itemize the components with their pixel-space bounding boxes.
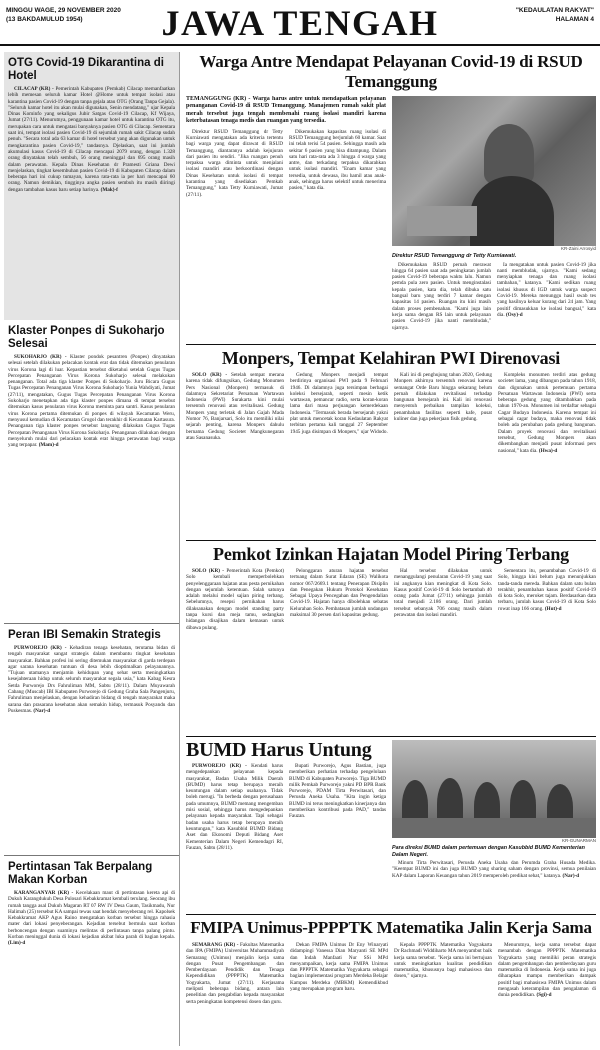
- divider: [186, 540, 596, 541]
- dateline: SOLO (KR) -: [192, 372, 228, 378]
- article-sign: (Hwa)-d: [538, 447, 558, 454]
- page-number: HALAMAN 4: [555, 16, 594, 23]
- article-headline: OTG Covid-19 Dikarantina di Hotel: [8, 57, 164, 82]
- article-sign: (Mam)-d: [38, 442, 59, 449]
- divider: [186, 344, 596, 345]
- article-body: SEMARANG (KR) - Fakultas Matematika dan IPA (FMIPA) Universitas Muhammadiyah Semarang (Unimus) menjalin kerja sama dengan Pusat Pengembangan dan Pemberdayaan Pendidik dan Tenaga Kependidikan (PPPPTK) Matematika Yogyakarta, Jumat (27/11). Kerjasama meliputi beberapa bidang, antara lain penelitian dan pengabdian kepada masyarakat serta peningkatan kompetensi dosen dan guru.: [186, 942, 285, 1005]
- dateline: SEMARANG (KR) -: [192, 942, 239, 948]
- article-sign: (Osy)-d: [505, 311, 523, 318]
- article-body: Minum Tirta Perwitasari, Perusda Aneka Usaha dan Perumda Graha Husada Medika. "Keempat BUMD ini dan juga BUMD yang sharing saham dengan provinsi, semua penilaian KAP dalam Laporan Keuangan tahun 2019 memperoleh predikat sehat," katanya. (Nar)-d: [392, 860, 596, 879]
- article-body: Hal tersebut dilakukan untuk menanggulangi penularan Covid-19 yang saat ini angkanya kian meningkat di Kota Solo. Kasus positif Covid-19 di Solo bertambah 40 orang pada Jumat (27/11) sehingga jumlah total menjadi 2.186 orang. Dari jumlah tersebut sebanyak 706 orang masih dalam perawatan dan isolasi mandiri.: [394, 568, 492, 619]
- article-fmipa: [186, 918, 596, 1046]
- photo-hospital-director: [392, 96, 596, 246]
- dateline: CILACAP (KR) -: [14, 86, 54, 92]
- dateline: PURWOREJO (KR) -: [14, 645, 67, 651]
- article-body: SOLO (KR) - Setelah sempat merana karena tidak difungsikan, Gedung Monumen Pers Nasional (Monpers) termasuk di dalamnya Sekretariat Persatuan Wartawan Indonesia (PWI) Surakarta kini mulai tersentuh renovasi atau revitalisasi. Gedung Monpers yang terletak di Jalan Gajah Mada Nomor 76, Banjarsari, Solo itu memiliki nilai sejarah penting, karena Monpers dahulu bernama Gedung Societet Mangkunegaran atau Sasanasuka.: [186, 372, 284, 441]
- article-piring-terbang: [186, 544, 596, 734]
- article-body: PURWOREJO (KR) - Kendati harus mengedepankan pelayanan kepada masyarakat, Badan Usaha Milik Daerah (BUMD) harus tetap berupaya meraih keuntungan dalam setiap usahanya. Tidak boleh merugi. "In berbeda dengan perusahaan pada umumnya, BUMD memang mengemban misi sosial, sehingga harus mengedepankan pelayanan kepada masyarakat. Tapi sebagai badan usaha harus tetap berupaya meraih keuntungan," kata Kasubbid BUMD Bidang Aset dan Ekonomi Deputi Bidang Aset Kementerian Dalam Negeri Kemendagri RI, Fauzan, Sabtu (28/11).: [186, 763, 284, 851]
- masthead: [0, 0, 600, 46]
- article-headline: Warga Antre Mendapat Pelayanan Covid-19 di RSUD Temanggung: [199, 52, 583, 91]
- article-headline: Monpers, Tempat Kelahiran PWI Direnovasi: [221, 348, 561, 368]
- article-body: Kompleks monumen terdiri atas gedung societet lama, yang dibangun pada tahun 1918, dan digunakan untuk pertemuan pertama Persatuan Wartawan Indonesia (PWI) serta beberapa gedung yang ditambahkan pada tahun 1970-an. Monumen ini terdaftar sebagai Cagar Budaya Indonesia. Karena tempat ini sebagai cagar budaya, maka renovasi tidak boleh ada perubahan pada gedung bangunan. Dalam proyek renovasi dan revitalisasi tersebut, Gedung Monpers akan dikembangkan menjadi pusat informasi pers nasional," kata dia. (Hwa)-d: [498, 372, 596, 454]
- dateline: PURWOREJO (KR) -: [192, 763, 247, 769]
- article-headline: Pemkot Izinkan Hajatan Model Piring Terbang: [213, 544, 569, 564]
- article-body: Pelonggaran aturan hajatan tersebut tertuang dalam Surat Edaran (SE) Walikota nomor 067/2669.1 tentang Penerapan Disiplin dan Penegakan Hukum Protokol Kesehatan Sebagai Upaya Pencegahan dan Pengendalian Covid-19. Hajatan hanya dibolehkan sebatas Kelurahan Solo. Pembatasan jumlah undangan maksimal 30 persen dari kapasitas gedung.: [290, 568, 388, 619]
- article-rsud-temanggung: [186, 52, 596, 342]
- divider: [186, 736, 596, 737]
- article-body: Dikemukakan kapasitas ruang isolasi di RSUD Temanggung berjumlah 60 kamar. Saat ini telah terisi 54 pasien. Sehingga masih ada sekitar 6 pasien yang bisa ditampung. Dalam satu hari rata-rata ada 3 hingga 4 warga yang antre, dan terkadang terpaksa dikarahkan untuk isolasi mandiri. "Enam kamar yang tersedia, untuk dewasa, ibu hamil atau anak-anak, sehingga harus selektif untuk menerima pasien," kata dia.: [289, 128, 386, 192]
- article-body: Dikemukakan RSUD pernah merawat hingga 64 pasien saat ada peningkatan jumlah pasien Covid-19 beberapa waktu lalu. Namun pemda pula zero pasien. Untuk menginstalasi kepala pasien, kata dia, telah dibuka satu bangsal baru yang terdiri 7 kamar dengan kapasitas 14 pasien. Ruangan itu kini masih dalam proses pembenahan. "Kami juga lain kerja sama dengan RS lain untuk pelayanan pasien Covid-19 jika nanti membludak," ujarnya.: [392, 261, 491, 331]
- article-bumd: [186, 740, 596, 912]
- article-body: SUKOHARJO (KR) - Klaster pondok pesantren (Ponpes) dinyatakan selesai setelah dilakukan pelacakan kontak erat dan tidak ditemukan penularan virus Korona lagi di luar. Kepastian tersebut diketahui setelah Gugus Tugas Percepatan Penanganan Virus Korona Sukoharjo selesai melakukan penanganan. Total ada tiga klaster Ponpes di Sukoharjo. Juru Bicara Gugus Tugas Percepatan Penanganan Virus Korona Sukoharjo Yunia Wahdiyati, Jumat (27/11), mengatakan, Gugus Tugas Percepatan Penanganan Virus Korona Sukoharjo menetapkan ada tiga klaster ponpes dimana di tempat tersebut ditemukan kasus penularan virus Korona meminta para santri. Kasus penularan virus Korona pertama ditemukan di ponpes di wilayah Kecamatan Weru, menyusul kemudian di Kecamatan Grogol dan terakhir di Kecamatan Kartasura. Penanganan tiga klaster ponpes tersebut langsung dilakukan Gugus Tugas Percepatan Penanganan Virus Korona Sukoharjo. Penanganan dilakukan dengan menyeluruh mulai dari pelacakan kontak erat hingga perawatan bagi warga yang terpapar. (Mam)-d: [8, 354, 176, 449]
- article-monpers: [186, 348, 596, 538]
- article-perlintasan: [4, 859, 179, 1046]
- masthead-right: [516, 6, 594, 24]
- article-klaster-ponpes: [4, 320, 179, 620]
- article-body: Menurutnya, kerja sama tersebut dapat menambah dengan PPPPTK Matematika Yogyakarta yang memiliki peran strategis dalam pengembangan dan pemberdayaan guru matematika di Indonesia. Kerja sama ini juga diharapkan mampu memberikan dampak positif bagi mahasiswa FMIPA Unimus dalam mengasah keterampilan dan pengalaman di dunia pendidikan. (Sgi)-d: [498, 942, 596, 999]
- left-column: [4, 52, 180, 1046]
- newspaper-title: JAWA TENGAH: [161, 3, 439, 43]
- article-headline: Peran IBI Semakin Strategis: [8, 629, 161, 641]
- article-sign: (Sgi)-d: [536, 992, 552, 999]
- masthead-date: [6, 6, 121, 24]
- article-peran-ibi: [4, 627, 179, 852]
- article-sign: (Hut)-d: [544, 605, 562, 612]
- photo-credit: KR-Zaini Arrosyid: [560, 246, 596, 251]
- article-sign: (Mak)-f: [100, 186, 118, 193]
- photo-caption: Direktur RSUD Temanggung dr Tetty Kurniawati.: [392, 253, 517, 259]
- article-headline: Pertintasan Tak Berpalang Makan Korban: [8, 861, 153, 886]
- dateline: TEMANGGUNG (KR) -: [186, 96, 251, 102]
- article-headline: FMIPA Unimus-PPPPTK Matematika Jalin Kerja Sama: [190, 918, 592, 937]
- article-headline: BUMD Harus Untung: [186, 740, 372, 761]
- article-body: Direktur RSUD Temanggung dr Tetty Kurniawati mengatakan ada kriteria tertentu bagi warga yang dapat dirawat di RSUD Temanggung, diantaranya adalah kejujuran dari pasien itu sendiri. "Jika ruangan penuh terpaksa warga diminta untuk menjalani isolasi mandiri atau berkoordinasi dengan Dinas Kesehatan untuk isolasi di tempat karantina yang disediakan Pemkab Temanggung," kata Tetty Kurniawati, Jumat (27/11).: [186, 128, 283, 198]
- photo-caption: Para direksi BUMD dalam pertemuan dengan Kasubbid BUMD Kementerian Dalam Negeri.: [392, 845, 585, 858]
- article-sign: (Nar)-d: [562, 872, 580, 879]
- divider: [4, 855, 179, 856]
- article-sign: (Nar)-d: [33, 707, 51, 714]
- dateline: SUKOHARJO (KR) -: [14, 354, 67, 360]
- dateline: KARANGANYAR (KR) -: [14, 890, 74, 896]
- photo-bumd-meeting: [392, 740, 596, 838]
- article-body: KARANGANYAR (KR) - Kecelakaan maut di pertintasan kereta api di Dukuh Karangdukuh Desa Pulosari Kebakkramat kembali terulang. Seorang ibu rumah tangga asal Dukuh Magaran RT 07 RW IV Desa Gaum, Tasikmadu, Nur Halimah (25) tersebut KA sampai tewas saat hendak menyeberang rel. Kapolsek Kebakkramat AKP Agus Raino mengatakan korban tersebut hingga rahasia mater dari lokasi penyeberangan. Kejadian tersebut bermula saat korban berboncengan dengan suaminya melintas di perlintasan tanpa palang pintu. Korban meninggal dunia di lokasi kejadian akibat luka parah di bagian kepala. (Lim)-d: [8, 890, 175, 947]
- article-body: Dekan FMIPA Unimus Dr Eny Winaryati didampingi Vanessa Dian Maryanti SE MPd dan Indah Manfaati Nur SSi MPd menyampaikan, kerja sama FMIPA Unimus dan PPPPTK Matematika Yogyakarta sebagai bagian implementasi program Merdeka Belajar Kampus Merdeka (MBKM) Kemendikbud yang merupakan program baru.: [290, 942, 388, 993]
- article-body: Bupati Purworejo, Agus Bastian, juga memberikan perhatian terhadap pengelolaan BUMD di Kabupaten Purworejo. Tiga BUMD milik Pemkab Purworejo yakni PD BPR Bank Purworejo, PDAM Tirta Perwitasari, dan Perusda Aneka Usaha. "Kita ingin ketiga BUMD ini terus meningkatkan kinerjanya dan memberikan kontribusi pada PAD," tandas Fauzan.: [289, 763, 386, 820]
- article-body: Gedung Monpers menjadi tempat berdirinya organisasi PWI pada 9 Februari 1946. Di dalamnya juga tersimpan berbagai koleksi bersejarah, seperti mesin ketik wartawan, pemancar radio, serta koran-koran lama dari masa perjuangan kemerdekaan Indonesia. "Termasuk berada bersejarah yakni plat untuk mencetak koran Kedaulatan Rakyat terbitan pertama kali tanggal 27 September 1945 juga disimpan di Monpers," ujar Widodo.: [290, 372, 388, 435]
- article-body: Sementara itu, penambahan Covid-19 di Solo, hingga kini belum juga menunjukkan tanda-tanda mereda. Bahkan dalam satu bulan terakhir, penambahan kasus positif Covid-19 di kota Solo, meroket tajam. Berdasarkan data terbaru, jumlah kasus Covid-19 di Kota Solo rowat inap 166 orang. (Hut)-d: [498, 568, 596, 612]
- dateline: SOLO (KR) -: [192, 568, 225, 574]
- article-body: PURWOREJO (KR) - Kehadiran tenaga kesehatan, terutama bidan di tengah masyarakat sangat strategis dalam membantu tingkat kesehatan masyarakat. Bahkan profesi ini sering ditemukan masyarakat di garda terdepan agar sarana kesehatan tuntuan di desa lebih dioptimalkan pelayanannya. "Tujuan utamanya menjamin kehidupan yang sehat serta meningkatkan kesejahteraan hidup untuk seluruh masyarakat segala usia," kata Kabag Kesra Setda Purworejo Drs Fahruliman MM, Sabtu (28/11). Dalam Muyawarah Cabang (Muscab) IBI Kabupaten Purworejo di Gedung Graha Sala Pangenjuru, Fahruliman menjelaskan, dengan kehadiran bidang di tengah masyarakat maka sarana dan prasarana kesehatan akan semakin hidup, termasuk Posyandu dan Puskesmas. (Nar)-d: [8, 645, 176, 714]
- date-line-2: (13 BAKDAMULUD 1954): [6, 16, 83, 23]
- photo-credit: KR-GUNARMAN: [561, 838, 596, 843]
- article-sign: (Lim)-d: [8, 940, 26, 947]
- date-line: MINGGU WAGE, 29 NOVEMBER 2020: [6, 7, 121, 14]
- article-body: Kepala PPPPTK Matematika Yogyakarta Dr Rachmadi Widdiharto MA menyambut baik kerja sama tersebut. "Kerja sama ini bertujuan untuk meningkatkan kualitas pendidikan matematika, khususnya bagi mahasiswa dan dosen," ujarnya.: [394, 942, 492, 980]
- article-body: SOLO (KR) - Pemerintah Kota (Pemkot) Solo kembali memperbolehkan penyelenggaraan hajatan atau pesta pernikahan dengan sejumlah ketentuan. Salah satunya adalah melalui model sajian piring terbang. Sebelumnya, resepsi pernikahan harus dilaksanakan dengan model standing party tanpa kursi dan meja tamu, sedangkan hidangan disajikan dalam kemasan untuk dibawa pulang.: [186, 568, 285, 631]
- divider: [186, 914, 596, 915]
- main-area: [186, 52, 596, 1046]
- article-headline: Klaster Ponpes di Sukoharjo Selesai: [8, 325, 165, 350]
- article-body: Kali ini di penghujung tahun 2020, Gedung Monpers akhirnya tersentuh renovasi karena semangat Orde Baru hingga sekarang belum pernah dilakukan revitalisasi terhadap bangunan bersejarah ini. Kali ini renovasi menyentuh perbaikan tampilan koleksi, penambahan fasilitas seperti kafe, pusat kuliner dan juga pekerjaan fisik gedung.: [394, 372, 492, 423]
- publisher-line: "KEDAULATAN RAKYAT": [515, 7, 594, 14]
- article-body: CILACAP (KR) - Pemerintah Kabupaten (Pemkab) Cilacap memanfaatkan lebih memesan seluruh kamar Hotel @Home untuk tempat isolasi atau karantina pasien Covid-19 dengan tanpa gejala atau OTG (Orang Tanpa Gejala). "Seluruh kamar hotel itu akan mulai digunakan, Senin mendatang," ujar Kepala Dinas Kominfo yang sekaligus Jubir Satgas Covid-19 Cilacap, Kf Wijaya, Jumat (27/11). Menurutnya, penggunaan kamar hotel untuk karantina OTG itu, merupakan cara untuk mengatasi banyaknya pasien OTG di Cilacap. Sementara saat ini, tempat isolasi pasien Covid-19 di sejumlah rumah sakit Cilacap sudah penuh. "Secara total ada 63 kamar di hotel tersebut yang akan digunakan untuk mengkarantina pasien Covid-19," tandasnya. Djelaskan, saat ini jumlah akumulasi kasus Covid-19 di Cilacap mencapai 2079 orang, dengan 1.328 orang dinyatakan telah sembuh, 56 orang meninggal dan 695 orang masih dalam perawatan. Kepala Dinas Kesehatan dr Pramesti Griana Dewi menjelaskan, tingkat kesembuhan pasien Covid-19 di Kabupaten Cilacap dalam beberapa hari ini cukup tumayan, karena rata-rata ia per hari mencapai 60 orang. Namun demikian, tingginya angka pasien sembuh itu masih diiringi dengan tambahan kasus baru setiap harinya. (Mak)-f: [8, 86, 176, 193]
- article-otg-hotel: [4, 52, 179, 320]
- divider: [4, 623, 179, 624]
- article-body: Ia mengatakan untuk pasien Covid-19 jika nanti membludak, ujarnya. "Kami sedang menyiapkan tenaga dan ruang isolasi tambahan," katanya. "Kami sedikan ruang isolasi khusus di IGD untuk warga suspect Covid-19. Mereka menunggu hasil swab tes yang hasilnya keluar kurang dari 24 jam. Yang positif dimasukkan ke isolasi bangsal," kata dia. (Osy)-d: [497, 261, 596, 318]
- article-lead: TEMANGGUNG (KR) - Warga harus antre untuk mendapatkan pelayanan penanganan Covid-19 di RSUD Temanggung. Manajemen rumah sakit plat merah tersebut juga tengah membenahi ruang isolasi mandiri karena keterbatasan tenaga medis dan ruangan yang tersedia.: [186, 96, 386, 125]
